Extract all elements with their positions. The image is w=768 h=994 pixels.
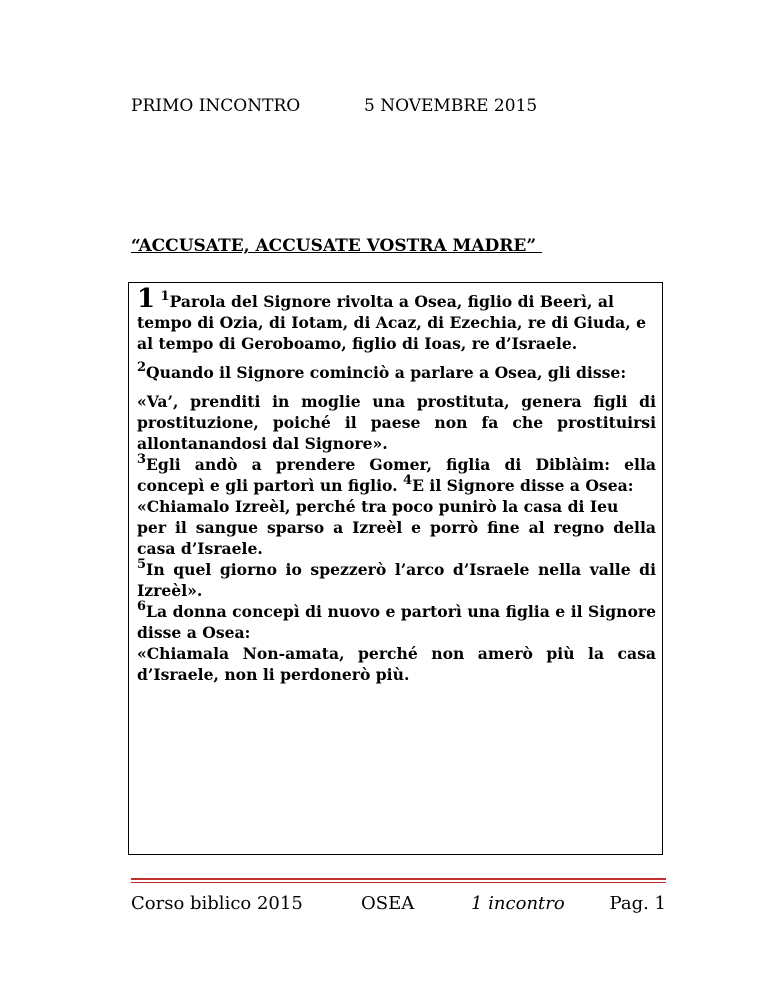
verse-6 [137,601,656,643]
scripture-box [128,282,663,855]
verse-6-quote: «Chiamala Non-amata, perché non amerò più la casa d’Israele, non li perdonerò più. [137,644,656,684]
verse-number: 6 [137,599,147,614]
header-left: PRIMO INCONTRO [131,96,301,116]
verse-text: Quando il Signore cominciò a parlare a Osea, gli disse: [146,363,627,382]
verse-2-quote: «Va’, prenditi in moglie una prostituta, genera figli di prostituzione, poiché il paese non fa che prostituirsi allontanandosi dal Signore». [137,392,656,453]
verse-number: 1 [160,289,170,304]
verse-4-quote: «Chiamalo Izreèl, perché tra poco punirò la casa di Ieu [137,497,619,516]
footer-rule [131,878,666,880]
verse-4-cont: per il sangue sparso a Izreèl e porrò fine al regno della casa d’Israele. [137,518,656,558]
header-date: 5 NOVEMBRE 2015 [364,96,538,116]
footer-page-number: Pag. 1 [609,893,666,914]
verse-text: Egli andò a prendere Gomer, figlia di Diblàim: ella concepì e gli partorì un figlio. [137,455,656,495]
verse-text: In quel giorno io spezzerò l’arco d’Israele nella valle di Izreèl». [137,560,656,600]
footer-rule-thin [131,882,666,883]
verse-1 [137,284,656,354]
document-title: “ACCUSATE, ACCUSATE VOSTRA MADRE” [131,236,543,256]
verse-2 [137,362,656,383]
verse-number: 2 [137,360,147,375]
verse-text: Parola del Signore rivolta a Osea, figlio di Beerì, al tempo di Ozia, di Iotam, di Acaz, di Ezechia, re di Giuda, e al tempo di Geroboamo, figlio di Ioas, re d’Israele. [137,292,647,353]
verse-5 [137,559,656,601]
footer-course: Corso biblico 2015 [131,893,303,914]
verse-3-4 [137,454,656,496]
page-header [131,96,538,116]
verse-text: E il Signore disse a Osea: [412,476,634,495]
footer-meeting: 1 incontro [471,893,565,914]
chapter-number: 1 [137,284,156,314]
verse-number: 5 [137,557,147,572]
verse-number: 3 [137,452,147,467]
verse-text: La donna concepì di nuovo e partorì una figlia e il Signore disse a Osea: [137,602,656,642]
footer-book: OSEA [361,893,415,914]
verse-number: 4 [403,473,413,488]
